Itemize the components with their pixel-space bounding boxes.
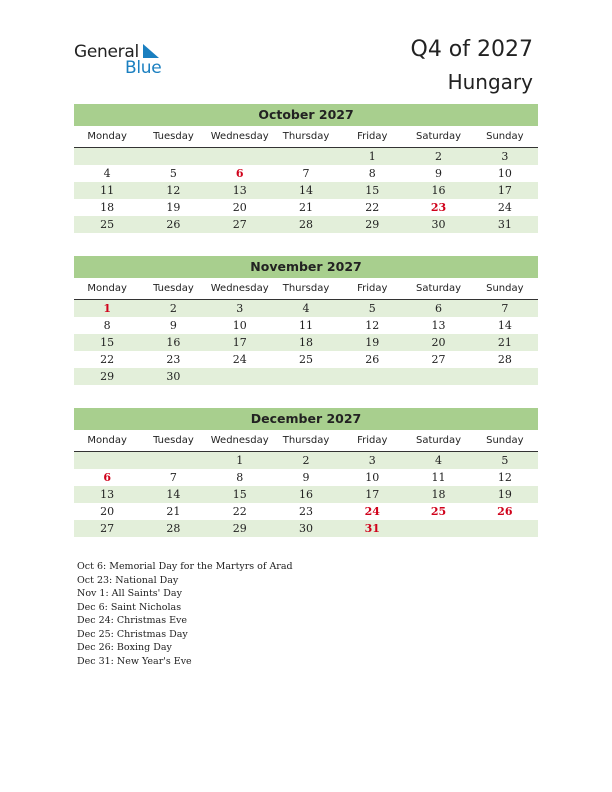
day-cell: 9	[435, 167, 443, 180]
week-row	[74, 199, 538, 216]
weekday-label: Saturday	[416, 131, 462, 142]
day-cell: 30	[298, 522, 313, 535]
weekday-label: Wednesday	[210, 283, 269, 294]
day-cell: 15	[100, 336, 115, 349]
day-cell: 24	[232, 353, 247, 366]
day-cell: 18	[298, 336, 313, 349]
weekday-header-row	[74, 126, 538, 148]
week-row	[74, 165, 538, 182]
day-cell: 5	[501, 454, 509, 467]
logo-word-blue: Blue	[125, 58, 162, 78]
weekday-label: Wednesday	[210, 131, 269, 142]
logo-word-general: General	[74, 42, 139, 62]
day-cell: 1	[236, 454, 244, 467]
day-cell: 4	[302, 302, 310, 315]
day-cell: 16	[431, 184, 446, 197]
day-cell: 18	[100, 201, 115, 214]
weekday-label: Tuesday	[153, 435, 194, 446]
day-cell: 28	[166, 522, 181, 535]
week-row	[74, 148, 538, 165]
day-cell: 5	[169, 167, 177, 180]
generalblue-logo	[74, 42, 174, 78]
empty-day-cell	[207, 148, 273, 165]
week-row	[74, 351, 538, 368]
day-cell: 17	[232, 336, 247, 349]
day-cell: 11	[100, 184, 115, 197]
day-cell: 10	[232, 319, 247, 332]
weekday-label: Thursday	[282, 131, 330, 142]
day-cell: 3	[501, 150, 509, 163]
day-cell: 14	[298, 184, 313, 197]
empty-day-cell	[472, 368, 538, 385]
day-cell: 24	[497, 201, 512, 214]
empty-day-cell	[273, 148, 339, 165]
day-cell: 21	[298, 201, 313, 214]
day-cell: 26	[365, 353, 380, 366]
empty-day-cell	[273, 368, 339, 385]
day-cell: 7	[302, 167, 310, 180]
empty-day-cell	[405, 520, 471, 537]
empty-day-cell	[472, 520, 538, 537]
week-row	[74, 334, 538, 351]
day-cell: 25	[430, 505, 447, 518]
holiday-note: Oct 6: Memorial Day for the Martyrs of Arad	[77, 561, 293, 572]
empty-day-cell	[339, 368, 405, 385]
holiday-note: Dec 24: Christmas Eve	[77, 615, 188, 626]
day-cell: 31	[364, 522, 380, 535]
day-cell: 10	[497, 167, 512, 180]
day-cell: 9	[169, 319, 177, 332]
weekday-label: Saturday	[416, 435, 462, 446]
weekday-label: Sunday	[486, 435, 524, 446]
empty-day-cell	[140, 452, 206, 469]
day-cell: 6	[103, 471, 111, 484]
holiday-note: Dec 31: New Year's Eve	[77, 655, 192, 667]
day-cell: 23	[166, 353, 181, 366]
day-cell: 23	[430, 201, 447, 214]
day-cell: 8	[103, 319, 111, 332]
empty-day-cell	[140, 148, 206, 165]
day-cell: 13	[431, 319, 446, 332]
day-cell: 29	[100, 370, 115, 383]
day-cell: 29	[232, 522, 247, 535]
day-cell: 3	[236, 302, 244, 315]
empty-day-cell	[405, 368, 471, 385]
day-cell: 12	[497, 471, 512, 484]
month-title: October 2027	[74, 104, 538, 126]
day-cell: 6	[435, 302, 443, 315]
month-title: December 2027	[74, 408, 538, 430]
day-cell: 2	[169, 302, 177, 315]
weekday-label: Monday	[87, 131, 127, 142]
weekday-label: Friday	[357, 283, 388, 294]
day-cell: 17	[365, 488, 380, 501]
day-cell: 24	[364, 505, 380, 518]
day-cell: 19	[166, 201, 181, 214]
weekday-label: Tuesday	[153, 283, 194, 294]
empty-day-cell	[74, 452, 140, 469]
day-cell: 7	[169, 471, 177, 484]
day-cell: 19	[365, 336, 380, 349]
month-calendar-december	[74, 408, 538, 537]
weekday-label: Thursday	[282, 435, 330, 446]
empty-day-cell	[74, 148, 140, 165]
week-row	[74, 317, 538, 334]
week-row	[74, 469, 538, 486]
week-row	[74, 452, 538, 469]
month-calendar-october	[74, 104, 538, 233]
week-row	[74, 368, 538, 385]
day-cell: 7	[501, 302, 509, 315]
day-cell: 15	[232, 488, 247, 501]
weekday-label: Friday	[357, 435, 388, 446]
day-cell: 28	[298, 218, 313, 231]
day-cell: 29	[365, 218, 380, 231]
day-cell: 14	[497, 319, 512, 332]
day-cell: 16	[298, 488, 313, 501]
weekday-label: Wednesday	[210, 435, 269, 446]
weekday-header-row	[74, 430, 538, 452]
day-cell: 19	[497, 488, 512, 501]
week-row	[74, 520, 538, 537]
weekday-label: Saturday	[416, 283, 462, 294]
day-cell: 6	[235, 167, 244, 180]
weekday-label: Sunday	[486, 283, 524, 294]
holiday-note: Dec 26: Boxing Day	[77, 642, 172, 653]
week-row	[74, 216, 538, 233]
day-cell: 27	[232, 218, 247, 231]
week-row	[74, 182, 538, 199]
holiday-notes	[77, 560, 293, 668]
day-cell: 16	[166, 336, 181, 349]
day-cell: 26	[497, 505, 513, 518]
day-cell: 27	[431, 353, 446, 366]
weekday-label: Thursday	[282, 283, 330, 294]
day-cell: 25	[100, 218, 115, 231]
day-cell: 18	[431, 488, 446, 501]
day-cell: 22	[100, 353, 115, 366]
day-cell: 17	[497, 184, 512, 197]
day-cell: 2	[435, 150, 443, 163]
day-cell: 1	[103, 302, 111, 315]
week-row	[74, 486, 538, 503]
day-cell: 11	[298, 319, 313, 332]
day-cell: 20	[100, 505, 115, 518]
month-calendar-november	[74, 256, 538, 385]
day-cell: 25	[298, 353, 313, 366]
holiday-note: Nov 1: All Saints' Day	[77, 588, 182, 599]
day-cell: 31	[497, 218, 512, 231]
day-cell: 12	[166, 184, 181, 197]
day-cell: 30	[166, 370, 181, 383]
day-cell: 10	[365, 471, 380, 484]
empty-day-cell	[207, 368, 273, 385]
day-cell: 1	[368, 150, 376, 163]
day-cell: 4	[103, 167, 111, 180]
day-cell: 28	[497, 353, 512, 366]
holiday-note: Dec 6: Saint Nicholas	[77, 601, 182, 613]
week-row	[74, 503, 538, 520]
day-cell: 20	[431, 336, 446, 349]
day-cell: 9	[302, 471, 310, 484]
day-cell: 5	[368, 302, 376, 315]
day-cell: 3	[368, 454, 376, 467]
day-cell: 14	[166, 488, 181, 501]
day-cell: 30	[431, 218, 446, 231]
weekday-label: Monday	[87, 283, 127, 294]
day-cell: 21	[166, 505, 181, 518]
day-cell: 22	[365, 201, 380, 214]
weekday-label: Sunday	[486, 131, 524, 142]
weekday-label: Friday	[357, 131, 388, 142]
page-title: Q4 of 2027	[410, 37, 533, 62]
day-cell: 11	[431, 471, 446, 484]
month-title: November 2027	[74, 256, 538, 278]
day-cell: 12	[365, 319, 380, 332]
day-cell: 22	[232, 505, 247, 518]
holiday-note: Oct 23: National Day	[77, 574, 179, 586]
day-cell: 20	[232, 201, 247, 214]
weekday-label: Monday	[87, 435, 127, 446]
day-cell: 8	[236, 471, 244, 484]
day-cell: 26	[166, 218, 181, 231]
holiday-note: Dec 25: Christmas Day	[77, 628, 188, 640]
day-cell: 23	[298, 505, 313, 518]
day-cell: 8	[368, 167, 376, 180]
day-cell: 13	[232, 184, 247, 197]
day-cell: 13	[100, 488, 115, 501]
day-cell: 15	[365, 184, 380, 197]
day-cell: 4	[435, 454, 443, 467]
day-cell: 21	[497, 336, 512, 349]
day-cell: 2	[302, 454, 310, 467]
weekday-header-row	[74, 278, 538, 300]
country-name: Hungary	[447, 70, 533, 94]
day-cell: 27	[100, 522, 115, 535]
week-row	[74, 300, 538, 317]
weekday-label: Tuesday	[153, 131, 194, 142]
